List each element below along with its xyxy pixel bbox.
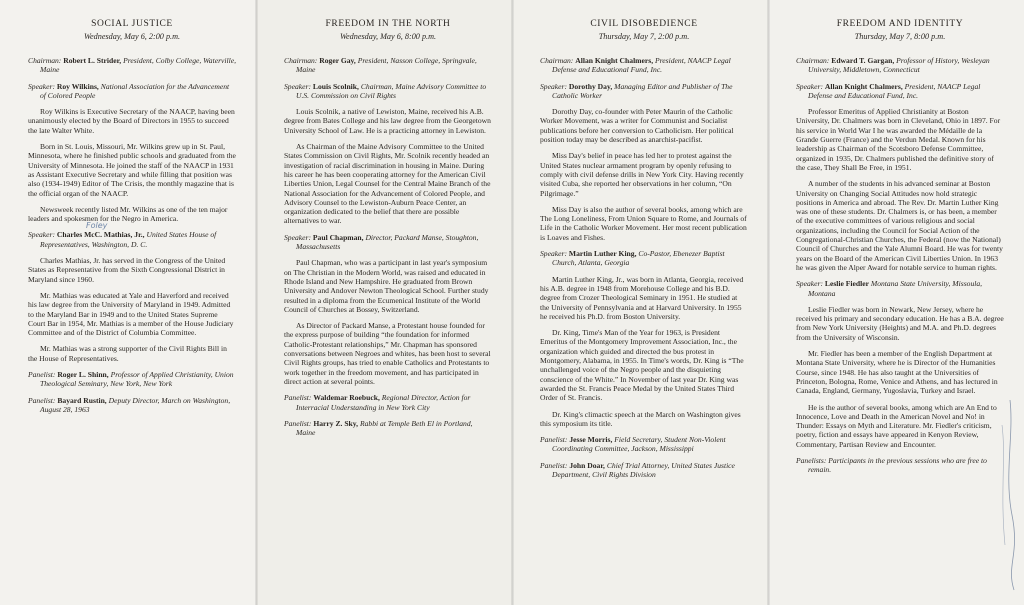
person-role: Professor of History, Wesleyan University, Middletown, Connecticut	[808, 56, 990, 75]
panelist-line	[540, 435, 748, 454]
speaker-line	[284, 82, 492, 101]
pencil-stroke	[1009, 400, 1015, 590]
person-name: John Doar,	[569, 460, 605, 470]
role-label: Panelists:	[796, 455, 827, 465]
role-label: Speaker:	[540, 249, 567, 259]
role-label: Panelist:	[284, 418, 312, 428]
fold-line	[767, 0, 770, 605]
person-name: Leslie Fiedler	[824, 279, 869, 289]
person-role: President, NAACP Legal Defense and Educational Fund, Inc.	[552, 56, 731, 75]
panelist-line	[28, 396, 236, 415]
panel-social-justice	[0, 0, 256, 605]
bio-paragraph: Leslie Fiedler was born in Newark, New Jersey, where he received his primary and secondary education. He has a B.A. degree from New York University (Heights) and M.A. and Ph.D. degrees from the University of Wisconsin.	[796, 304, 1004, 342]
person-role: Regional Director, Action for Interracial Understanding in New York City	[296, 393, 471, 412]
speaker-line	[540, 82, 748, 101]
speaker-line	[796, 82, 1004, 101]
bio-paragraph: As Chairman of the Maine Advisory Committee to the United States Commission on Civil Rights, Mr. Scolnik recently headed an investigation of racial discrimination in housing in Maine. During his career he has been cooperating attorney for the American Civil Liberties Union, Legal Counsel for the Central Maine Branch of the National Association for the Advancement of Colored People, and Advisory Counsel to the Lewiston-Auburn Peace Center, an organization dedicated to the belief that there are possible alternatives to war.	[284, 142, 491, 226]
panel-civil-disobedience	[512, 0, 768, 605]
session-title: FREEDOM AND IDENTITY	[836, 19, 964, 29]
session-date: Thursday, May 7, 8:00 p.m.	[854, 32, 946, 41]
person-role: Rabbi at Temple Beth El in Portland, Maine	[296, 418, 473, 438]
person-name: Roy Wilkins,	[56, 81, 99, 91]
panelist-line	[284, 393, 492, 412]
person-role: National Association for the Advancement of Colored People	[40, 81, 230, 100]
panelist-line	[796, 456, 1004, 475]
person-name: Waldemar Roebuck,	[313, 393, 380, 403]
person-name: Bayard Rustin,	[57, 395, 107, 405]
role-label: Chairman:	[284, 56, 318, 65]
bio-paragraph: Dr. King, Time's Man of the Year for 1963, is President Emeritus of the Montgomery Improvement Association, Inc., the organization which guided and directed the bus protest in Montgomery, Alabama, in 1955. In Time's words, Dr. King is “The unchallenged voice of the Negro people and the disquieting conscience of the White.” In November of last year Dr. King was awarded the St. Francis Peace Medal by the United States Third Order of St. Francis.	[540, 328, 744, 403]
person-name: Robert L. Strider,	[63, 56, 122, 65]
session-date: Wednesday, May 6, 2:00 p.m.	[83, 32, 181, 41]
bio-paragraph: Mr. Mathias was educated at Yale and Haverford and received his law degree from the University of Maryland in 1949. Admitted to the Maryland Bar in 1949 and to the United States Supreme Court Bar in 1954, Mr. Mathias is a member of the House Judiciary Committee and of the District of Columbia Committee.	[28, 290, 234, 338]
bio-paragraph: Miss Day is also the author of several books, among which are The Long Loneliness, From Union Square to Rome, and Journals of Life in the Catholic Worker Movement. Her most recent publication is Loaves and Fishes.	[540, 204, 747, 242]
bio-paragraph: Mr. Fiedler has been a member of the English Department at Montana State University, where he is Director of the Humanities Course, since 1948. He has also taught at the Universities of Princeton, Bologna, Rome, Venice and Athens, and has lectured in Canada, England, Germany, Yugoslavia, Turkey and Israel.	[796, 349, 998, 396]
person-name: Roger L. Shinn,	[57, 370, 109, 380]
bio-paragraph: Born in St. Louis, Missouri, Mr. Wilkins grew up in St. Paul, Minnesota, where he finished public schools and graduated from the University of Minnesota. He joined the staff of the NAACP in 1931 as Assistant Executive Secretary and while filling that position was also (1934-1949) Editor of The Crisis, the monthly magazine that is the official organ of the NAACP.	[28, 142, 236, 198]
session-title: FREEDOM IN THE NORTH	[325, 19, 451, 29]
speaker-line	[540, 249, 748, 268]
person-name: Dorothy Day,	[568, 81, 613, 91]
pencil-scribble	[992, 395, 1022, 595]
role-label: Speaker:	[796, 279, 823, 289]
person-name: Roger Gay,	[319, 56, 356, 65]
bio-paragraph: Louis Scolnik, a native of Lewiston, Maine, received his A.B. degree from Bates College and his law degree from the Georgetown University School of Law. He is a practicing attorney in Lewiston.	[284, 107, 491, 135]
person-role: President, NAACP Legal Defense and Educational Fund, Inc.	[808, 81, 981, 100]
session-date: Thursday, May 7, 2:00 p.m.	[598, 32, 690, 41]
person-role: Field Secretary, Student Non-Violent Coordinating Committee, Jackson, Mississippi	[552, 435, 726, 454]
bio-paragraph: A number of the students in his advanced seminar at Boston University on Changing Social Attitudes now hold strategic positions in America and abroad. The Rev. Dr. Martin Luther King was one of these students. Dr. Chalmers is, or has been, a member of the executive committees of various religious and social organizations, including the Council for Social Action of the Congregational-Christian Churches, the Federal (now the National) Council of Churches and the Yale Alumni Board. He was for twenty years on the Board of the American Civil Liberties Union. In 1963 he was given the Alper Award for notable service to human rights.	[796, 179, 1003, 272]
bio-paragraph: Mr. Mathias was a strong supporter of the Civil Rights Bill in the House of Representatives.	[28, 344, 227, 363]
person-role: Deputy Director, March on Washington, August 28, 1963	[40, 395, 231, 414]
person-name: Louis Scolnik,	[312, 81, 359, 91]
role-label: Chairman:	[540, 56, 574, 65]
person-name: Charles McC. Mathias, Jr.,	[56, 230, 145, 240]
panel-freedom-in-the-north	[256, 0, 512, 605]
role-label: Speaker:	[28, 81, 55, 91]
bio-paragraph: Charles Mathias, Jr. has served in the Congress of the United States as Representative from the Sixth Congressional District in Maryland since 1960.	[28, 256, 226, 284]
role-label: Speaker:	[796, 81, 823, 91]
session-date: Wednesday, May 6, 8:00 p.m.	[339, 32, 437, 41]
person-name: Edward T. Gargan,	[831, 56, 895, 65]
role-label: Speaker:	[284, 81, 311, 91]
role-label: Panelist:	[540, 435, 568, 445]
role-label: Speaker:	[28, 230, 55, 240]
bio-paragraph: Dr. King's climactic speech at the March on Washington gives this symposium its title.	[540, 409, 741, 428]
panelist-line	[284, 419, 492, 438]
session-title: CIVIL DISOBEDIENCE	[590, 19, 698, 29]
panelist-line	[540, 461, 748, 480]
person-role: United States House of Representatives, Washington, D. C.	[40, 230, 217, 249]
role-label: Panelist:	[28, 395, 56, 405]
person-role: Managing Editor and Publisher of The Catholic Worker	[552, 81, 733, 100]
person-name: Allan Knight Chalmers,	[824, 81, 903, 91]
person-role: Chairman, Maine Advisory Committee to U.S. Commission on Civil Rights	[296, 81, 487, 100]
fold-line	[511, 0, 514, 605]
person-name: Jesse Morris,	[569, 435, 613, 445]
role-label: Speaker:	[540, 81, 567, 91]
bio-paragraph: As Director of Packard Manse, a Protestant house founded for the express purpose of building “the foundation for informed Catholic-Protestant relationships,” Mr. Chapman has sponsored conversations between Negroes and whites, has been host to several Civil Rights groups, has tried to enable Catholics and Protestants to work together in the freedom movement, and has participated in direct action at several points.	[284, 321, 491, 386]
chairman-line	[28, 56, 236, 75]
pencil-stroke	[1002, 425, 1005, 545]
person-role: Chief Trial Attorney, United States Justice Department, Civil Rights Division	[552, 460, 735, 479]
role-label: Panelist:	[28, 370, 56, 380]
role-label: Chairman:	[28, 56, 62, 65]
person-role: Montana State University, Missoula, Montana	[808, 279, 983, 298]
bio-paragraph: Paul Chapman, who was a participant in last year's symposium on The Christian in the Modern World, was raised and educated in Rhode Island and New Hampshire. He graduated from Brown University and Andover Newton Theological School. Further study resulted in a diploma from the Ecumenical Institute of the World Council of Churches at Bossey, Switzerland.	[284, 258, 489, 314]
person-role: President, Nasson College, Springvale, Maine	[296, 56, 477, 75]
bio-paragraph: Miss Day's belief in peace has led her to protest against the United States nuclear armament program by openly refusing to comply with civil defense drills in New York City. Having recently visited Cuba, she reported her observations in her column, “On Pilgrimage.”	[540, 151, 744, 198]
person-name: Harry Z. Sky,	[313, 418, 359, 428]
chairman-line	[284, 56, 492, 75]
bio-paragraph: Professor Emeritus of Applied Christianity at Boston University, Dr. Chalmers was born in Cleveland, Ohio in 1897. For his service in World War I he was awarded the Médaille de la Grande Guerre (France) and the Verdun Medal. Known for his leadership as Chairman of the Scotsboro Defense Committee, organized in 1935, Dr. Chalmers published the definitive story of the case, They Shall Be Free, in 1951.	[796, 107, 1001, 172]
session-title: SOCIAL JUSTICE	[91, 19, 173, 29]
speaker-line	[284, 233, 492, 252]
role-label: Panelist:	[284, 393, 312, 403]
person-role: Co-Pastor, Ebenezer Baptist Church, Atlanta, Georgia	[552, 249, 725, 268]
person-name: Paul Chapman,	[312, 232, 364, 242]
panel-freedom-and-identity	[768, 0, 1024, 605]
speaker-line	[28, 82, 236, 101]
bio-paragraph: Dorothy Day, co-founder with Peter Maurin of the Catholic Worker Movement, was a writer for Communist and Socialist publications before her conversion to Catholicism. Her political position today may be described as anarchist-pacifist.	[540, 107, 734, 145]
fold-line	[255, 0, 258, 605]
bio-paragraph: He is the author of several books, among which are An End to Innocence, Love and Death in the American Novel and No! in Thunder: Essays on Myth and Literature. Mr. Fiedler's criticism, poetry, fiction and essays have appeared in Kenyon Review, Commentary, Partisan Review and Encounter.	[796, 402, 997, 449]
speaker-line	[796, 279, 1004, 298]
panelist-line	[28, 370, 236, 389]
speaker-line	[28, 221, 236, 249]
person-role: Professor of Applied Christianity, Union Theological Seminary, New York, New York	[40, 370, 234, 389]
person-role: Director, Packard Manse, Stoughton, Massachusetts	[296, 232, 479, 252]
role-label: Speaker:	[284, 232, 311, 242]
handwritten-annotation: Foley	[86, 221, 108, 231]
role-label: Panelist:	[540, 460, 568, 470]
bio-paragraph: Newsweek recently listed Mr. Wilkins as one of the ten major leaders and spokesmen for the Negro in America.	[28, 204, 228, 224]
person-name: Allan Knight Chalmers,	[575, 56, 654, 65]
role-label: Chairman:	[796, 56, 830, 65]
chairman-line	[796, 56, 1004, 75]
bio-paragraph: Roy Wilkins is Executive Secretary of the NAACP, having been unanimously elected by the Board of Directors in 1955 to succeed the late Walter White.	[28, 107, 235, 135]
person-role: Participants in the previous sessions who are free to remain.	[808, 455, 987, 475]
chairman-line	[540, 56, 748, 75]
person-name: Martin Luther King,	[568, 249, 637, 259]
bio-paragraph: Martin Luther King, Jr., was born in Atlanta, Georgia, received his A.B. degree in 1948 from Morehouse College and his B.D. degree from Crozer Theological Seminary in 1951. He studied at the University of Pennsylvania and at Harvard University. In 1955 he received his Ph.D. from Boston University.	[540, 274, 744, 321]
person-role: President, Colby College, Waterville, Maine	[40, 56, 236, 75]
